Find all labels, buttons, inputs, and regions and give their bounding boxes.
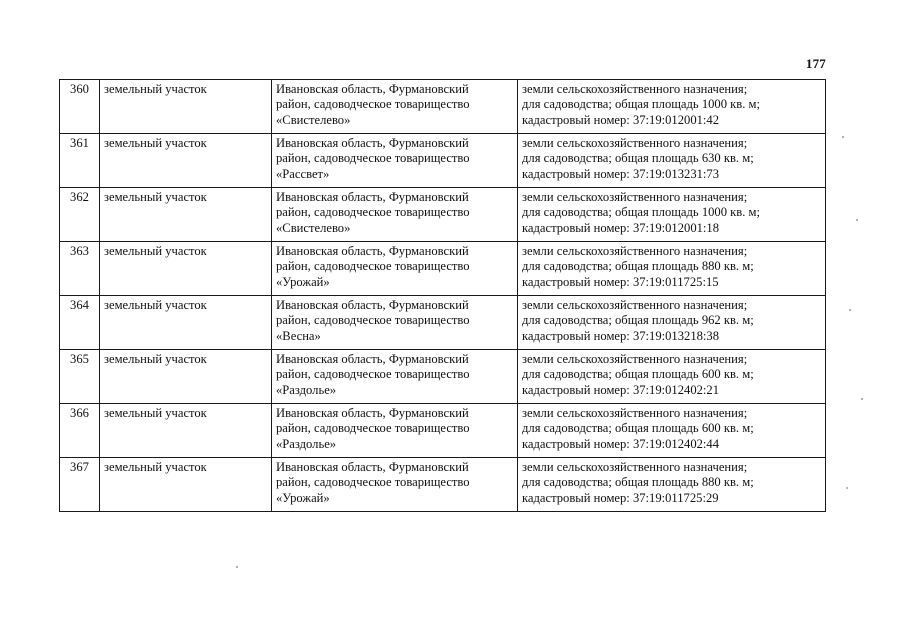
table-row bbox=[60, 188, 826, 242]
address-line: Ивановская область, Фурмановский bbox=[276, 136, 469, 150]
address-cell bbox=[272, 296, 518, 350]
scan-speck bbox=[849, 309, 851, 311]
table-row bbox=[60, 134, 826, 188]
address-line: «Свистелево» bbox=[276, 112, 351, 127]
address-line: район, садоводческое товарищество bbox=[276, 97, 470, 112]
scan-speck bbox=[236, 566, 238, 568]
scan-speck bbox=[861, 398, 863, 400]
address-cell bbox=[272, 404, 518, 458]
row-number-cell: 361 bbox=[60, 134, 100, 188]
address-line: Ивановская область, Фурмановский bbox=[276, 298, 469, 312]
address-line: «Раздолье» bbox=[276, 436, 337, 451]
description-line: земли сельскохозяйственного назначения; bbox=[522, 190, 748, 204]
description-line: кадастровый номер: 37:19:013218:38 bbox=[522, 328, 720, 343]
object-type-cell: земельный участок bbox=[100, 80, 272, 134]
address-cell bbox=[272, 188, 518, 242]
table-row bbox=[60, 458, 826, 512]
row-number-cell: 365 bbox=[60, 350, 100, 404]
description-cell bbox=[518, 134, 826, 188]
description-line: кадастровый номер: 37:19:012001:42 bbox=[522, 112, 720, 127]
description-line: кадастровый номер: 37:19:012402:44 bbox=[522, 436, 720, 451]
address-line: «Весна» bbox=[276, 328, 321, 343]
description-cell bbox=[518, 242, 826, 296]
description-line: для садоводства; общая площадь 880 кв. м; bbox=[522, 475, 754, 490]
description-line: кадастровый номер: 37:19:012001:18 bbox=[522, 220, 720, 235]
address-line: «Свистелево» bbox=[276, 220, 351, 235]
description-cell bbox=[518, 404, 826, 458]
description-line: для садоводства; общая площадь 962 кв. м; bbox=[522, 313, 754, 328]
description-line: для садоводства; общая площадь 600 кв. м; bbox=[522, 421, 754, 436]
row-number-cell: 364 bbox=[60, 296, 100, 350]
address-line: район, садоводческое товарищество bbox=[276, 151, 470, 166]
table-row bbox=[60, 404, 826, 458]
description-line: земли сельскохозяйственного назначения; bbox=[522, 244, 748, 258]
page-number: 177 bbox=[805, 56, 826, 71]
address-cell bbox=[272, 350, 518, 404]
object-type-cell: земельный участок bbox=[100, 458, 272, 512]
table-row bbox=[60, 350, 826, 404]
address-line: «Раздолье» bbox=[276, 382, 337, 397]
scan-speck bbox=[846, 487, 848, 489]
description-line: для садоводства; общая площадь 1000 кв. м; bbox=[522, 97, 760, 112]
address-line: Ивановская область, Фурмановский bbox=[276, 82, 469, 96]
description-cell bbox=[518, 188, 826, 242]
address-line: Ивановская область, Фурмановский bbox=[276, 244, 469, 258]
land-plot-table bbox=[59, 79, 826, 512]
object-type-cell: земельный участок bbox=[100, 350, 272, 404]
address-line: Ивановская область, Фурмановский bbox=[276, 352, 469, 366]
object-type-cell: земельный участок bbox=[100, 404, 272, 458]
address-cell bbox=[272, 134, 518, 188]
address-cell bbox=[272, 458, 518, 512]
table-row bbox=[60, 296, 826, 350]
description-line: для садоводства; общая площадь 1000 кв. м; bbox=[522, 205, 760, 220]
table-row bbox=[60, 242, 826, 296]
description-line: для садоводства; общая площадь 630 кв. м; bbox=[522, 151, 754, 166]
address-line: «Урожай» bbox=[276, 490, 330, 505]
object-type-cell: земельный участок bbox=[100, 242, 272, 296]
address-line: Ивановская область, Фурмановский bbox=[276, 406, 469, 420]
description-line: кадастровый номер: 37:19:011725:29 bbox=[522, 490, 719, 505]
description-line: земли сельскохозяйственного назначения; bbox=[522, 82, 748, 96]
object-type-cell: земельный участок bbox=[100, 188, 272, 242]
description-line: земли сельскохозяйственного назначения; bbox=[522, 298, 748, 312]
address-line: район, садоводческое товарищество bbox=[276, 259, 470, 274]
row-number-cell: 360 bbox=[60, 80, 100, 134]
description-cell bbox=[518, 296, 826, 350]
row-number-cell: 363 bbox=[60, 242, 100, 296]
object-type-cell: земельный участок bbox=[100, 134, 272, 188]
row-number-cell: 366 bbox=[60, 404, 100, 458]
address-line: район, садоводческое товарищество bbox=[276, 205, 470, 220]
address-line: район, садоводческое товарищество bbox=[276, 367, 470, 382]
address-cell bbox=[272, 242, 518, 296]
table-row bbox=[60, 80, 826, 134]
object-type-cell: земельный участок bbox=[100, 296, 272, 350]
description-line: земли сельскохозяйственного назначения; bbox=[522, 136, 748, 150]
description-cell bbox=[518, 80, 826, 134]
address-line: район, садоводческое товарищество bbox=[276, 313, 470, 328]
address-line: Ивановская область, Фурмановский bbox=[276, 190, 469, 204]
description-cell bbox=[518, 458, 826, 512]
row-number-cell: 362 bbox=[60, 188, 100, 242]
description-line: земли сельскохозяйственного назначения; bbox=[522, 406, 748, 420]
table-body bbox=[60, 80, 826, 512]
row-number-cell: 367 bbox=[60, 458, 100, 512]
address-line: «Урожай» bbox=[276, 274, 330, 289]
description-line: кадастровый номер: 37:19:011725:15 bbox=[522, 274, 719, 289]
address-line: «Рассвет» bbox=[276, 166, 330, 181]
description-line: земли сельскохозяйственного назначения; bbox=[522, 460, 748, 474]
address-line: Ивановская область, Фурмановский bbox=[276, 460, 469, 474]
description-line: кадастровый номер: 37:19:012402:21 bbox=[522, 382, 720, 397]
scan-speck bbox=[856, 219, 858, 221]
scan-speck bbox=[842, 136, 844, 138]
description-line: для садоводства; общая площадь 600 кв. м; bbox=[522, 367, 754, 382]
description-cell bbox=[518, 350, 826, 404]
description-line: кадастровый номер: 37:19:013231:73 bbox=[522, 166, 720, 181]
description-line: земли сельскохозяйственного назначения; bbox=[522, 352, 748, 366]
address-cell bbox=[272, 80, 518, 134]
address-line: район, садоводческое товарищество bbox=[276, 421, 470, 436]
address-line: район, садоводческое товарищество bbox=[276, 475, 470, 490]
description-line: для садоводства; общая площадь 880 кв. м; bbox=[522, 259, 754, 274]
